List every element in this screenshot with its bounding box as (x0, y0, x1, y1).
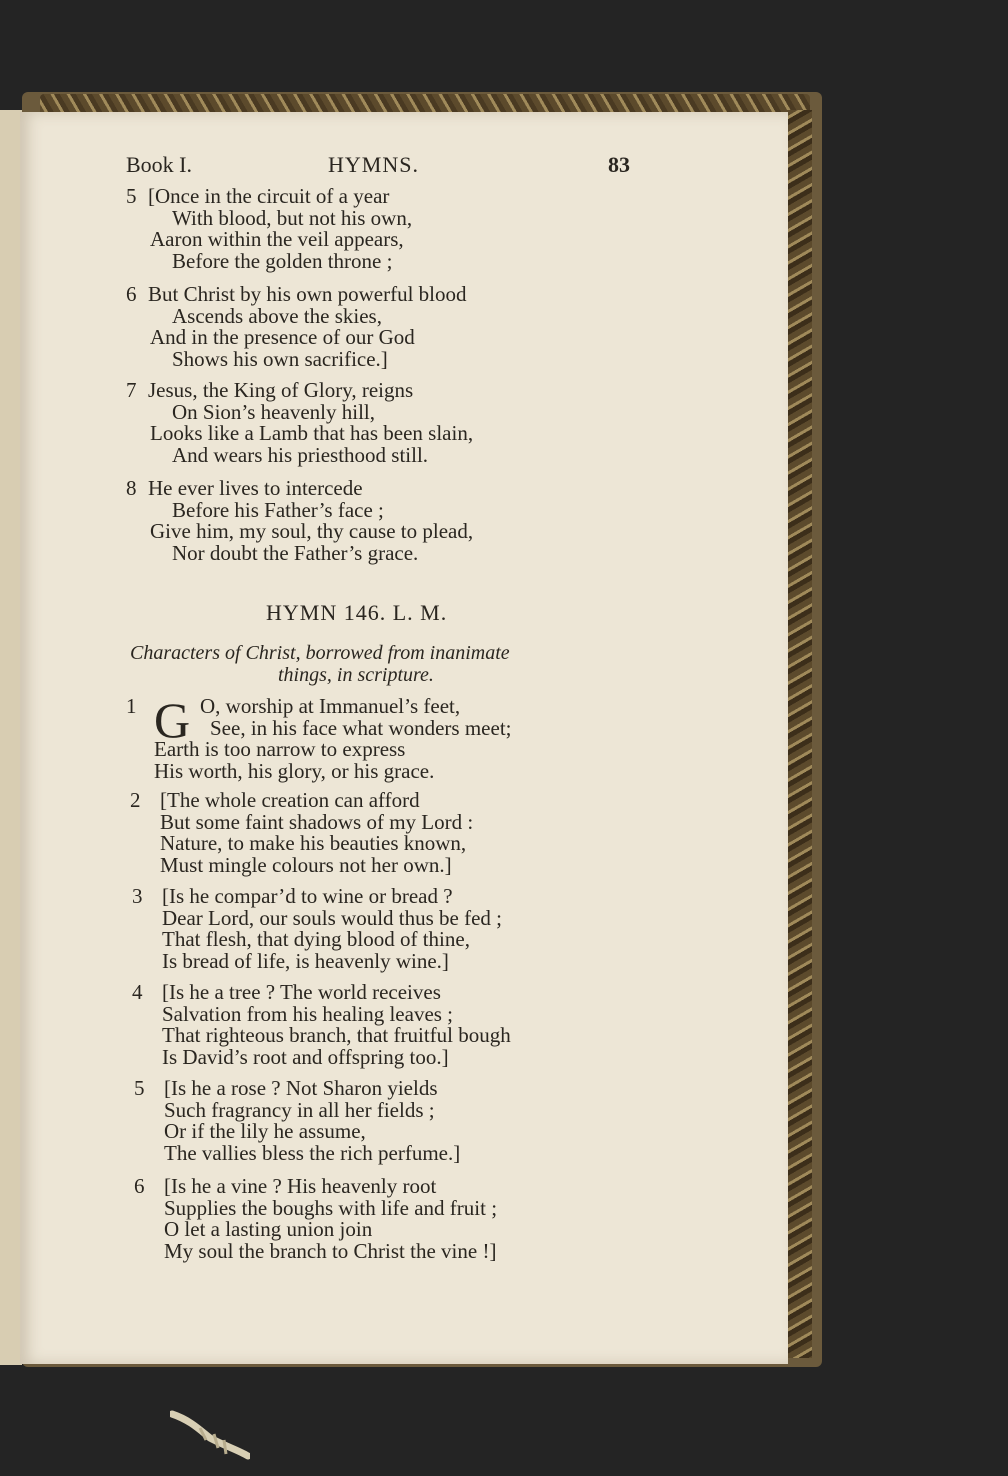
verse-line: [Once in the circuit of a year (148, 184, 390, 208)
verse-line: Such fragrancy in all her fields ; (164, 1097, 435, 1122)
verse-line: [Is he a rose ? Not Sharon yields (164, 1076, 438, 1100)
stanza-hymn-3 (132, 886, 502, 972)
stanza-hymn-1 (126, 692, 512, 783)
verse-line: Nor doubt the Father’s grace. (172, 540, 419, 565)
verse-line: Salvation from his healing leaves ; (162, 1001, 454, 1026)
verse-line: Shows his own sacrifice.] (172, 346, 388, 371)
stanza-number: 8 (126, 476, 137, 500)
verse-line: [Is he a tree ? The world receives (162, 980, 441, 1004)
verse-line: On Sion’s heavenly hill, (172, 399, 375, 424)
hymn-title: HYMN 146. L. M. (266, 600, 448, 625)
stanza-number: 7 (126, 378, 137, 402)
verse-line: With blood, but not his own, (172, 205, 413, 230)
verse-line: Aaron within the veil appears, (150, 227, 404, 251)
subtitle-line: Characters of Christ, borrowed from inanimate (130, 642, 510, 664)
stanza-hymn-5 (134, 1078, 460, 1164)
stanza-number: 1 (126, 694, 137, 718)
verse-line: But some faint shadows of my Lord : (160, 809, 474, 834)
verse-line: And wears his priesthood still. (172, 442, 429, 467)
page-number: 83 (608, 152, 630, 177)
verse-line: O, worship at Immanuel’s feet, (200, 694, 461, 718)
stanza-hymn-2 (130, 790, 473, 876)
stanza-top-7 (126, 380, 473, 466)
stanza-number: 3 (132, 884, 143, 908)
verse-line: See, in his face what wonders meet; (210, 715, 512, 740)
verse-line: His worth, his glory, or his grace. (154, 758, 435, 783)
verse-line: That flesh, that dying blood of thine, (162, 927, 470, 951)
subtitle-line: things, in scripture. (278, 664, 434, 686)
verse-line: Supplies the boughs with life and fruit ; (164, 1195, 498, 1220)
stanza-hymn-4 (132, 982, 511, 1068)
verse-line: Is bread of life, is heavenly wine.] (162, 948, 449, 973)
verse-line: Or if the lily he assume, (164, 1119, 366, 1143)
verse-line: That righteous branch, that fruitful bough (162, 1023, 511, 1047)
verse-line: Ascends above the skies, (172, 303, 382, 328)
book-page (20, 112, 788, 1364)
left-page-edge (0, 110, 22, 1365)
verse-line: O let a lasting union join (164, 1217, 373, 1241)
verse-line: Give him, my soul, thy cause to plead, (150, 519, 474, 543)
stanza-number: 5 (126, 184, 137, 208)
verse-line: Earth is too narrow to express (154, 737, 406, 761)
stanza-number: 4 (132, 980, 143, 1004)
verse-line: Before the golden throne ; (172, 248, 393, 273)
verse-line: Must mingle colours not her own.] (160, 852, 452, 877)
header-title: HYMNS. (328, 152, 419, 177)
stanza-top-5 (126, 186, 412, 272)
verse-line: Looks like a Lamb that has been slain, (150, 421, 474, 445)
stanza-number: 2 (130, 788, 141, 812)
verse-line: Jesus, the King of Glory, reigns (148, 378, 414, 402)
verse-line: Nature, to make his beauties known, (160, 831, 467, 855)
verse-line: [The whole creation can afford (160, 788, 420, 812)
stanza-hymn-6 (134, 1176, 497, 1262)
book-label: Book I. (126, 152, 192, 177)
verse-line: Before his Father’s face ; (172, 497, 384, 522)
verse-line: And in the presence of our God (150, 325, 415, 349)
verse-line: The vallies bless the rich perfume.] (164, 1140, 461, 1165)
stanza-number: 6 (134, 1174, 145, 1198)
stanza-number: 5 (134, 1076, 145, 1100)
verse-line: [Is he a vine ? His heavenly root (164, 1174, 437, 1198)
stanza-number: 6 (126, 282, 137, 306)
verse-line: My soul the branch to Christ the vine !] (164, 1238, 497, 1263)
stanza-top-8 (126, 478, 473, 564)
running-header (20, 152, 788, 182)
verse-line: But Christ by his own powerful blood (148, 282, 467, 306)
bookmark-ribbon (170, 1410, 250, 1460)
hymn-subtitle (130, 642, 650, 686)
gilt-right-edge (786, 110, 812, 1358)
stanza-top-6 (126, 284, 467, 370)
verse-line: Dear Lord, our souls would thus be fed ; (162, 905, 503, 930)
verse-line: He ever lives to intercede (148, 476, 363, 500)
verse-line: [Is he compar’d to wine or bread ? (162, 884, 453, 908)
drop-cap: G (154, 692, 191, 748)
verse-line: Is David’s root and offspring too.] (162, 1044, 449, 1069)
